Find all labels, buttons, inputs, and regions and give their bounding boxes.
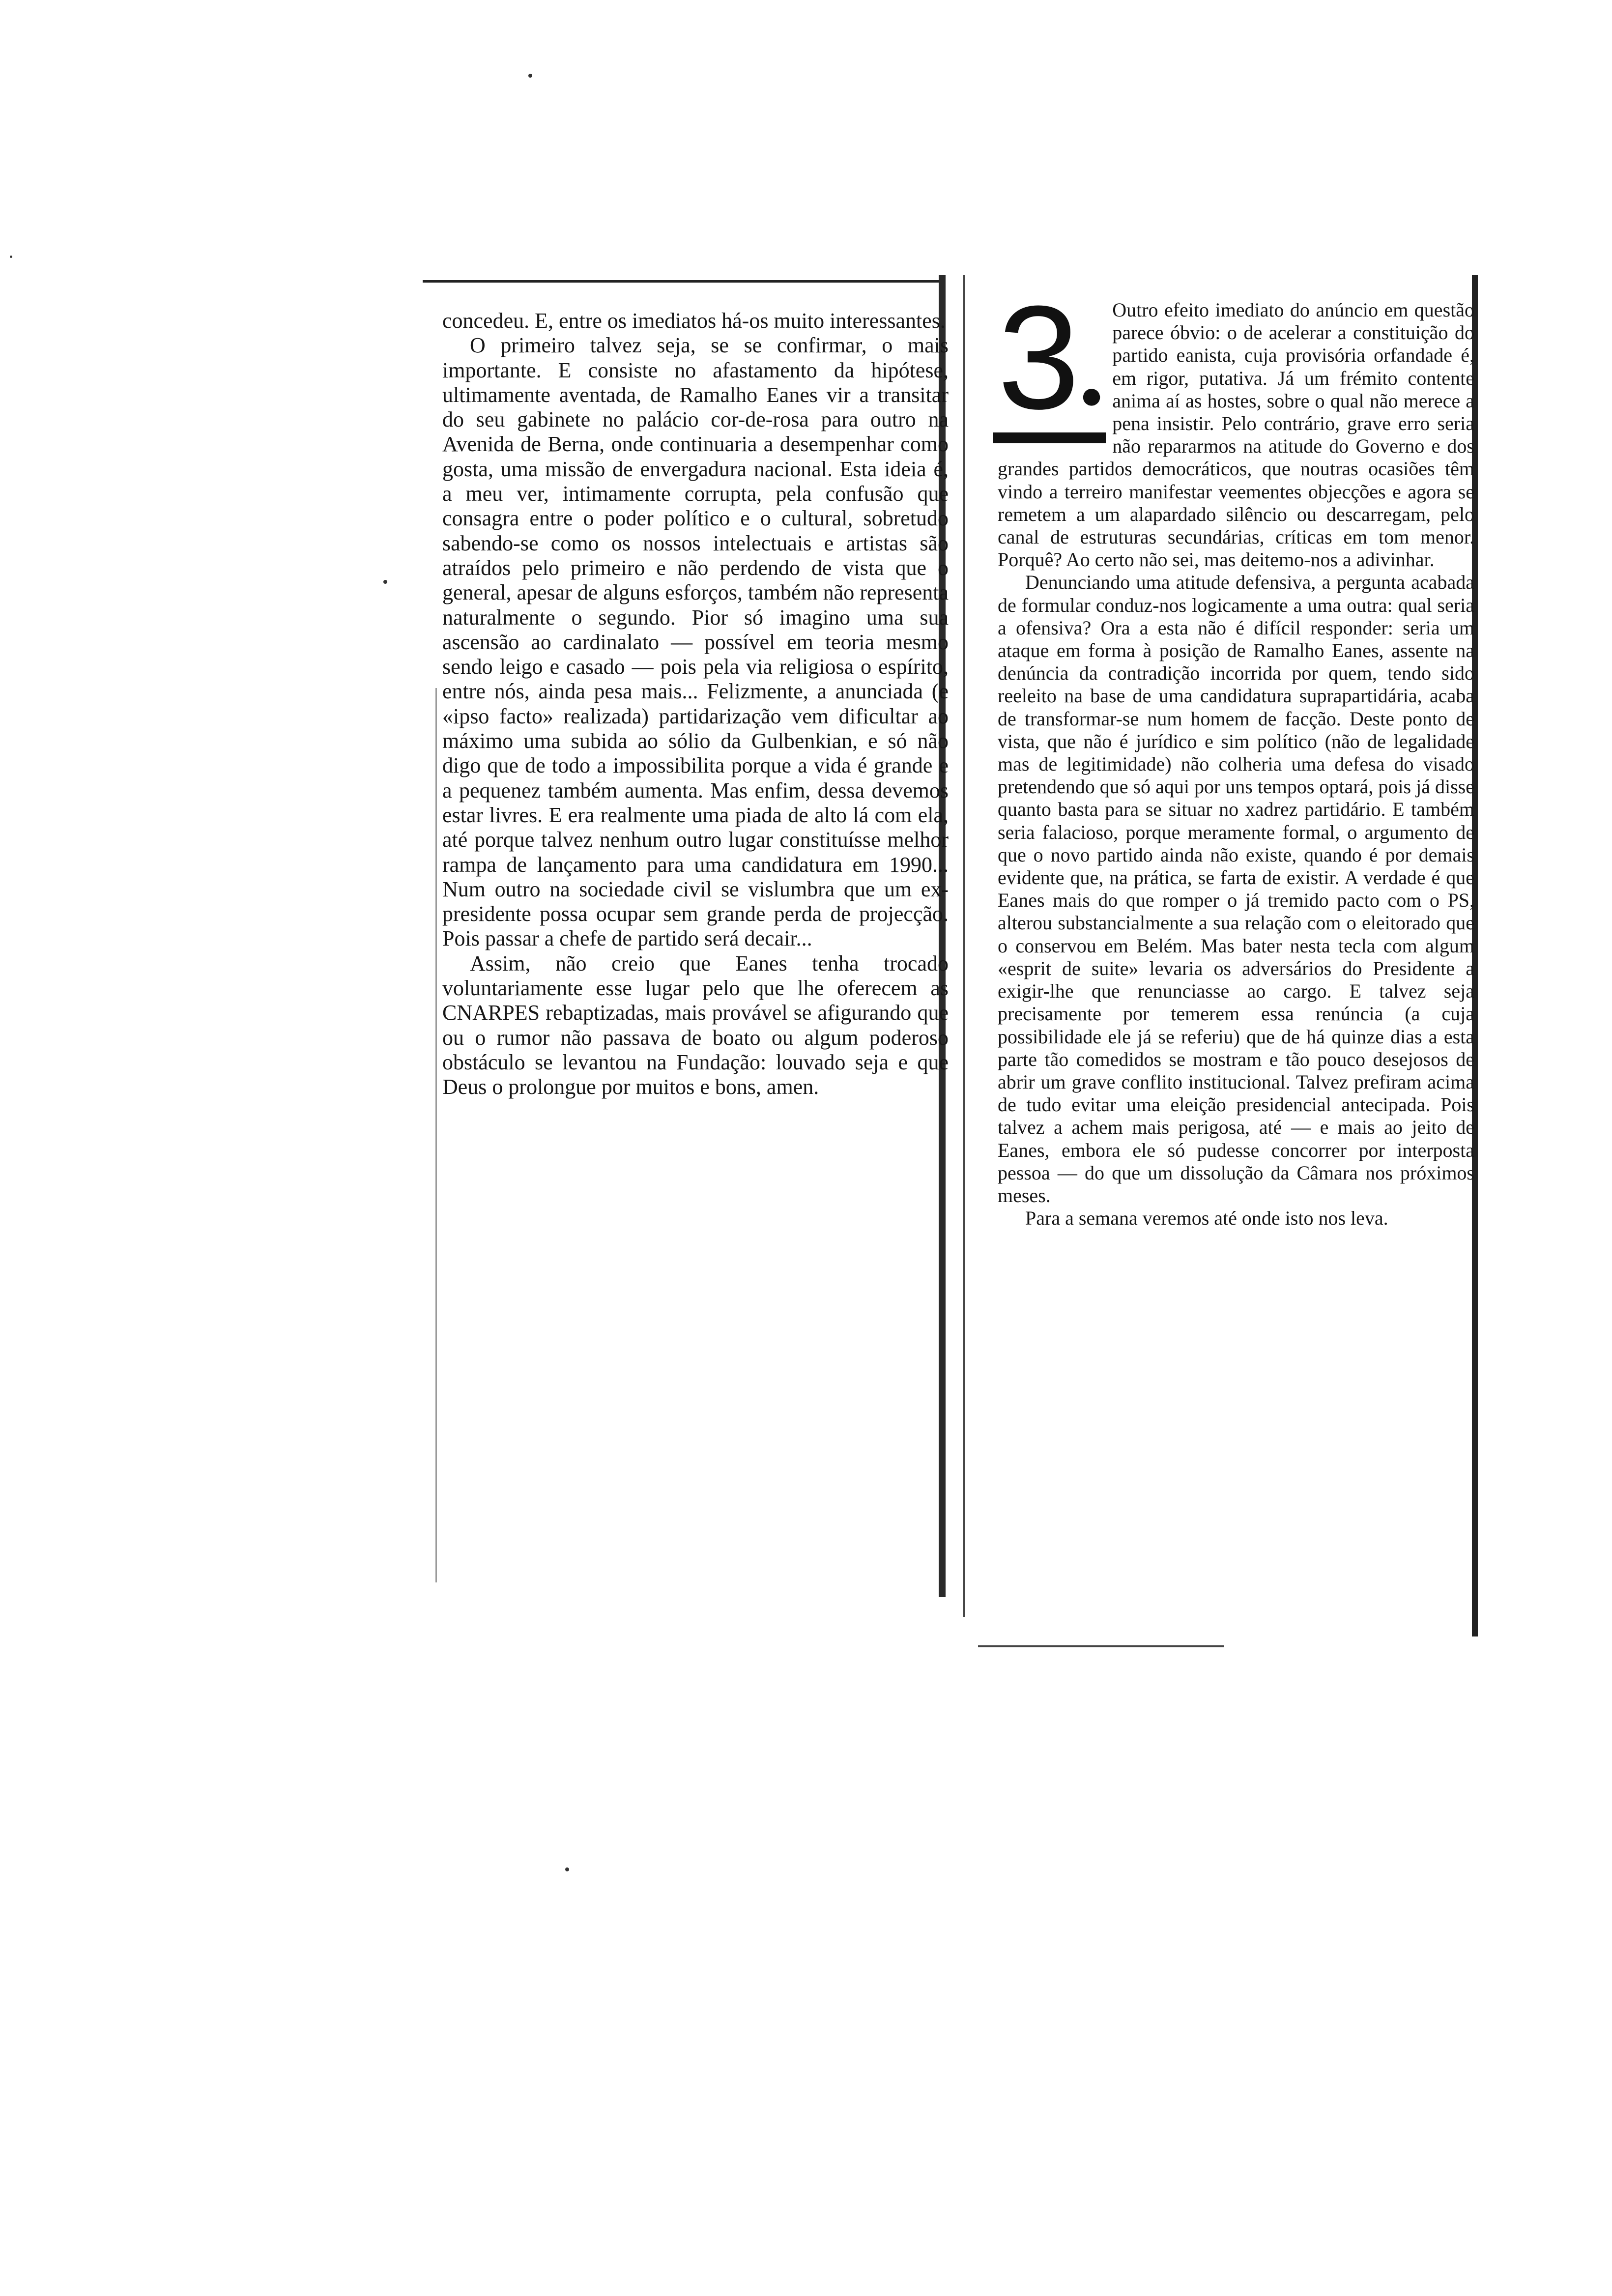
bottom-rule [978,1645,1224,1647]
left-margin-rule [435,688,437,1582]
section-number: 3 [998,275,1080,440]
speck [10,256,12,258]
column-divider-thin [963,275,965,1617]
paragraph: Outro efeito imediato do anúncio em questão parece óbvio: o de acelerar a constituição do partido eanista, cuja provisória orfandade é, em rigor, putativa. Já um frémito contente anima aí as hostes, sobre o qual não merece a pena insistir. Pelo contrário, grave erro seria não repararmos na atitude do Governo e dos grandes partidos democráticos, que noutras ocasiões têm vindo a terreiro manifestar veementes objecções e agora se remetem a um alapardado silêncio ou descarregam, pelo canal de estruturas secundárias, críticas em tom menor. Porquê? Ao certo não sei, mas deitemo-nos a adivinhar. [998,299,1474,571]
top-rule [423,280,944,283]
dropcap-dot-icon: ● [1079,373,1104,417]
article-left-column [442,309,949,1100]
speck [565,1867,569,1871]
speck [383,580,387,584]
paragraph: O primeiro talvez seja, se se confirmar, o mais importante. E consiste no afastamento da hipótese, ultimamente aventada, de Ramalho Eanes vir a transitar do seu gabinete no palácio cor-de-rosa para outro na Avenida de Berna, onde continuaria a desempenhar como gosta, uma missão de envergadura nacional. Esta ideia é, a meu ver, intimamente corrupta, pela confusão que consagra entre o poder político e o cultural, sobretudo sabendo-se como os nossos intelectuais e artistas são atraídos pelo primeiro e não perdendo de vista que o general, apesar de alguns esforços, também não representa naturalmente o segundo. Pior só imagino uma sua ascensão ao cardinalato — possível em teoria mesmo sendo leigo e casado — pois pela via religiosa o espírito, entre nós, ainda pesa mais... Felizmente, a anunciada (e «ipso facto» realizada) partidarização vem dificultar ao máximo uma subida ao sólio da Gulbenkian, e só não digo que de todo a impossibilita porque a vida é grande e a pequenez também aumenta. Mas enfim, dessa devemos estar livres. E era realmente uma piada de alto lá com ela, até porque talvez nenhum outro lugar constituísse melhor rampa de lançamento para uma candidatura em 1990... Num outro na sociedade civil se vislumbra que um ex-presidente possa ocupar sem grande perda de projecção. Pois passar a chefe de partido será decair... [442,333,949,951]
section-number-dropcap [998,275,1104,457]
paragraph: Denunciando uma atitude defensiva, a pergunta acabada de formular conduz-nos logicamente a uma outra: qual seria a ofensiva? Ora a esta não é difícil responder: seria um ataque em forma à posição de Ramalho Eanes, assente na denúncia da contradição incorrida por quem, tendo sido reeleito na base de uma candidatura suprapartidária, acaba de transformar-se num homem de facção. Deste ponto de vista, que não é jurídico e sim político (não de legalidade mas de legitimidade) não colheria uma defesa do visado pretendendo que só aqui por uns tempos optará, pois já disse quanto basta para se situar no xadrez partidário. E também seria falacioso, porque meramente formal, o argumento de que o novo partido ainda não existe, quando é por demais evidente que, na prática, se farta de existir. A verdade é que Eanes mais do que romper o já tremido pacto com o PS, alterou substancialmente a sua relação com o eleitorado que o conservou em Belém. Mas bater nesta tecla com algum «esprit de suite» levaria os adversários do Presidente a exigir-lhe que renunciasse ao cargo. E talvez seja precisamente por temerem essa renúncia (a cuja possibilidade ele já se referiu) que de há quinze dias a esta parte tão comedidos se mostram e tão pouco desejosos de abrir um grave conflito institucional. Talvez prefiram acima de tudo evitar uma eleição presidencial antecipada. Pois talvez a achem mais perigosa, até — e mais ao jeito de Eanes, embora ele só pudesse concorrer por interposta pessoa — do que um dissolução da Câmara nos próximos meses. [998,571,1474,1206]
closing-line: Para a semana veremos até onde isto nos leva. [1025,1207,1388,1230]
speck [528,74,532,78]
article-right-column [998,275,1474,1230]
paragraph: Assim, não creio que Eanes tenha trocado voluntariamente esse lugar pelo que lhe oferecem as CNARPES rebaptizadas, mais provável se afigurando que ou o rumor não passava de boato ou algum poderoso obstáculo se levantou na Fundação: louvado seja e que Deus o prolongue por muitos e bons, amen. [442,951,949,1099]
paragraph: concedeu. E, entre os imediatos há-os muito interessantes. [442,309,946,333]
